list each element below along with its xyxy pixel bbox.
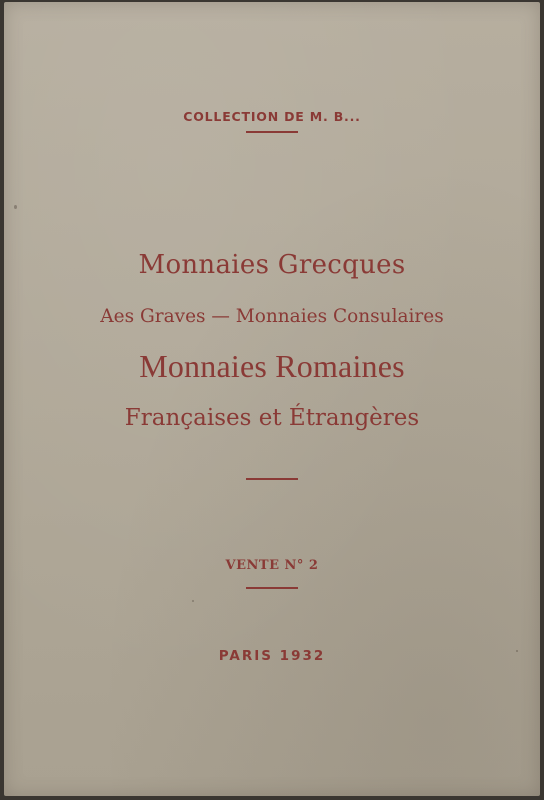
- divider-lower: [246, 587, 298, 589]
- title-french-foreign: Françaises et Étrangères: [124, 405, 420, 431]
- place-date: PARIS 1932: [218, 648, 326, 664]
- title-greek-coins: Monnaies Grecques: [138, 250, 406, 280]
- paper-spot: [14, 205, 17, 209]
- paper-spot: [516, 650, 518, 652]
- collection-heading: COLLECTION DE M. B...: [183, 109, 361, 124]
- catalog-cover: [4, 2, 540, 796]
- paper-spot: [192, 600, 194, 602]
- sale-number: VENTE N° 2: [225, 558, 319, 573]
- divider-middle: [246, 478, 298, 480]
- divider-top: [246, 131, 298, 133]
- title-aes-graves: Aes Graves — Monnaies Consulaires: [100, 306, 444, 327]
- title-roman-coins: Monnaies Romaines: [139, 348, 405, 384]
